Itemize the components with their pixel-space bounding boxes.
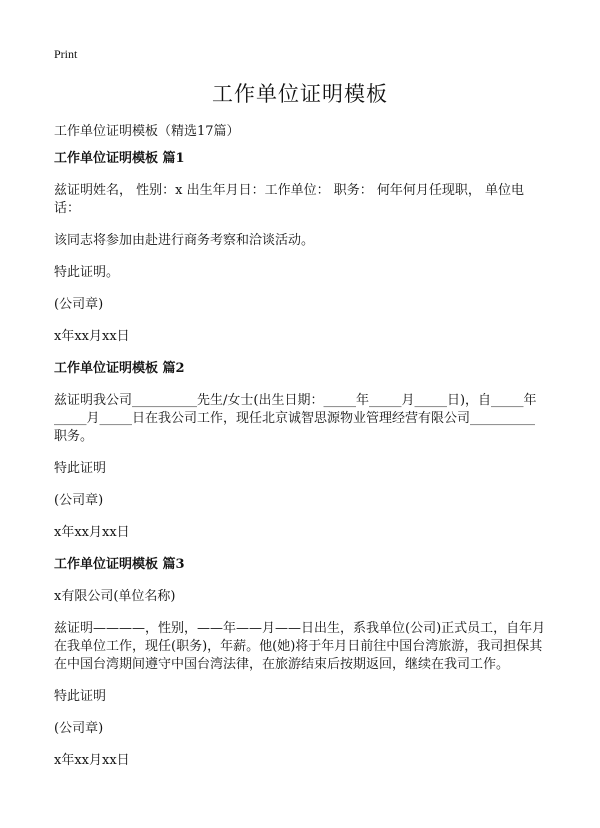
document-body — [54, 150, 546, 784]
company-seal-text: (公司章) — [54, 493, 104, 508]
section-heading: 工作单位证明模板 篇3 — [54, 557, 185, 572]
closing-text: 特此证明 — [54, 689, 107, 704]
document-subtitle: 工作单位证明模板（精选17篇） — [54, 124, 240, 139]
print-label: Print — [54, 47, 78, 61]
company-seal-text: (公司章) — [54, 721, 104, 736]
paragraph: 兹证明我公司__________先生/女士(出生日期：_____年_____月_____日)，自_____年_____月_____日在我公司工作，现任北京诚智思源物业管理经营有限公司__________职务。 — [54, 393, 537, 444]
closing-text: 特此证明 — [54, 461, 107, 476]
date-text: x年xx月xx日 — [54, 329, 130, 344]
paragraph: 兹证明姓名， 性别：x 出生年月日：工作单位： 职务： 何年何月任现职， 单位电话： — [54, 183, 524, 216]
paragraph: 兹证明————，性别，——年——月——日出生，系我单位(公司)正式员工，自年月在我单位工作，现任(职务)，年薪。他(她)将于年月日前往中国台湾旅游，我司担保其在中国台湾期间遵守中国台湾法律，在旅游结束后按期返回，继续在我司工作。 — [54, 621, 546, 672]
company-name-text: x有限公司(单位名称) — [54, 589, 176, 604]
company-seal-text: (公司章) — [54, 297, 104, 312]
paragraph: 该同志将参加由赴进行商务考察和洽谈活动。 — [54, 233, 315, 248]
section-3 — [54, 556, 546, 770]
date-text: x年xx月xx日 — [54, 525, 130, 540]
section-heading: 工作单位证明模板 篇2 — [54, 361, 185, 376]
date-text: x年xx月xx日 — [54, 753, 130, 768]
section-heading: 工作单位证明模板 篇1 — [54, 151, 185, 166]
section-1 — [54, 150, 546, 346]
section-2 — [54, 360, 546, 542]
closing-text: 特此证明。 — [54, 265, 120, 280]
document-title: 工作单位证明模板 — [212, 82, 388, 106]
